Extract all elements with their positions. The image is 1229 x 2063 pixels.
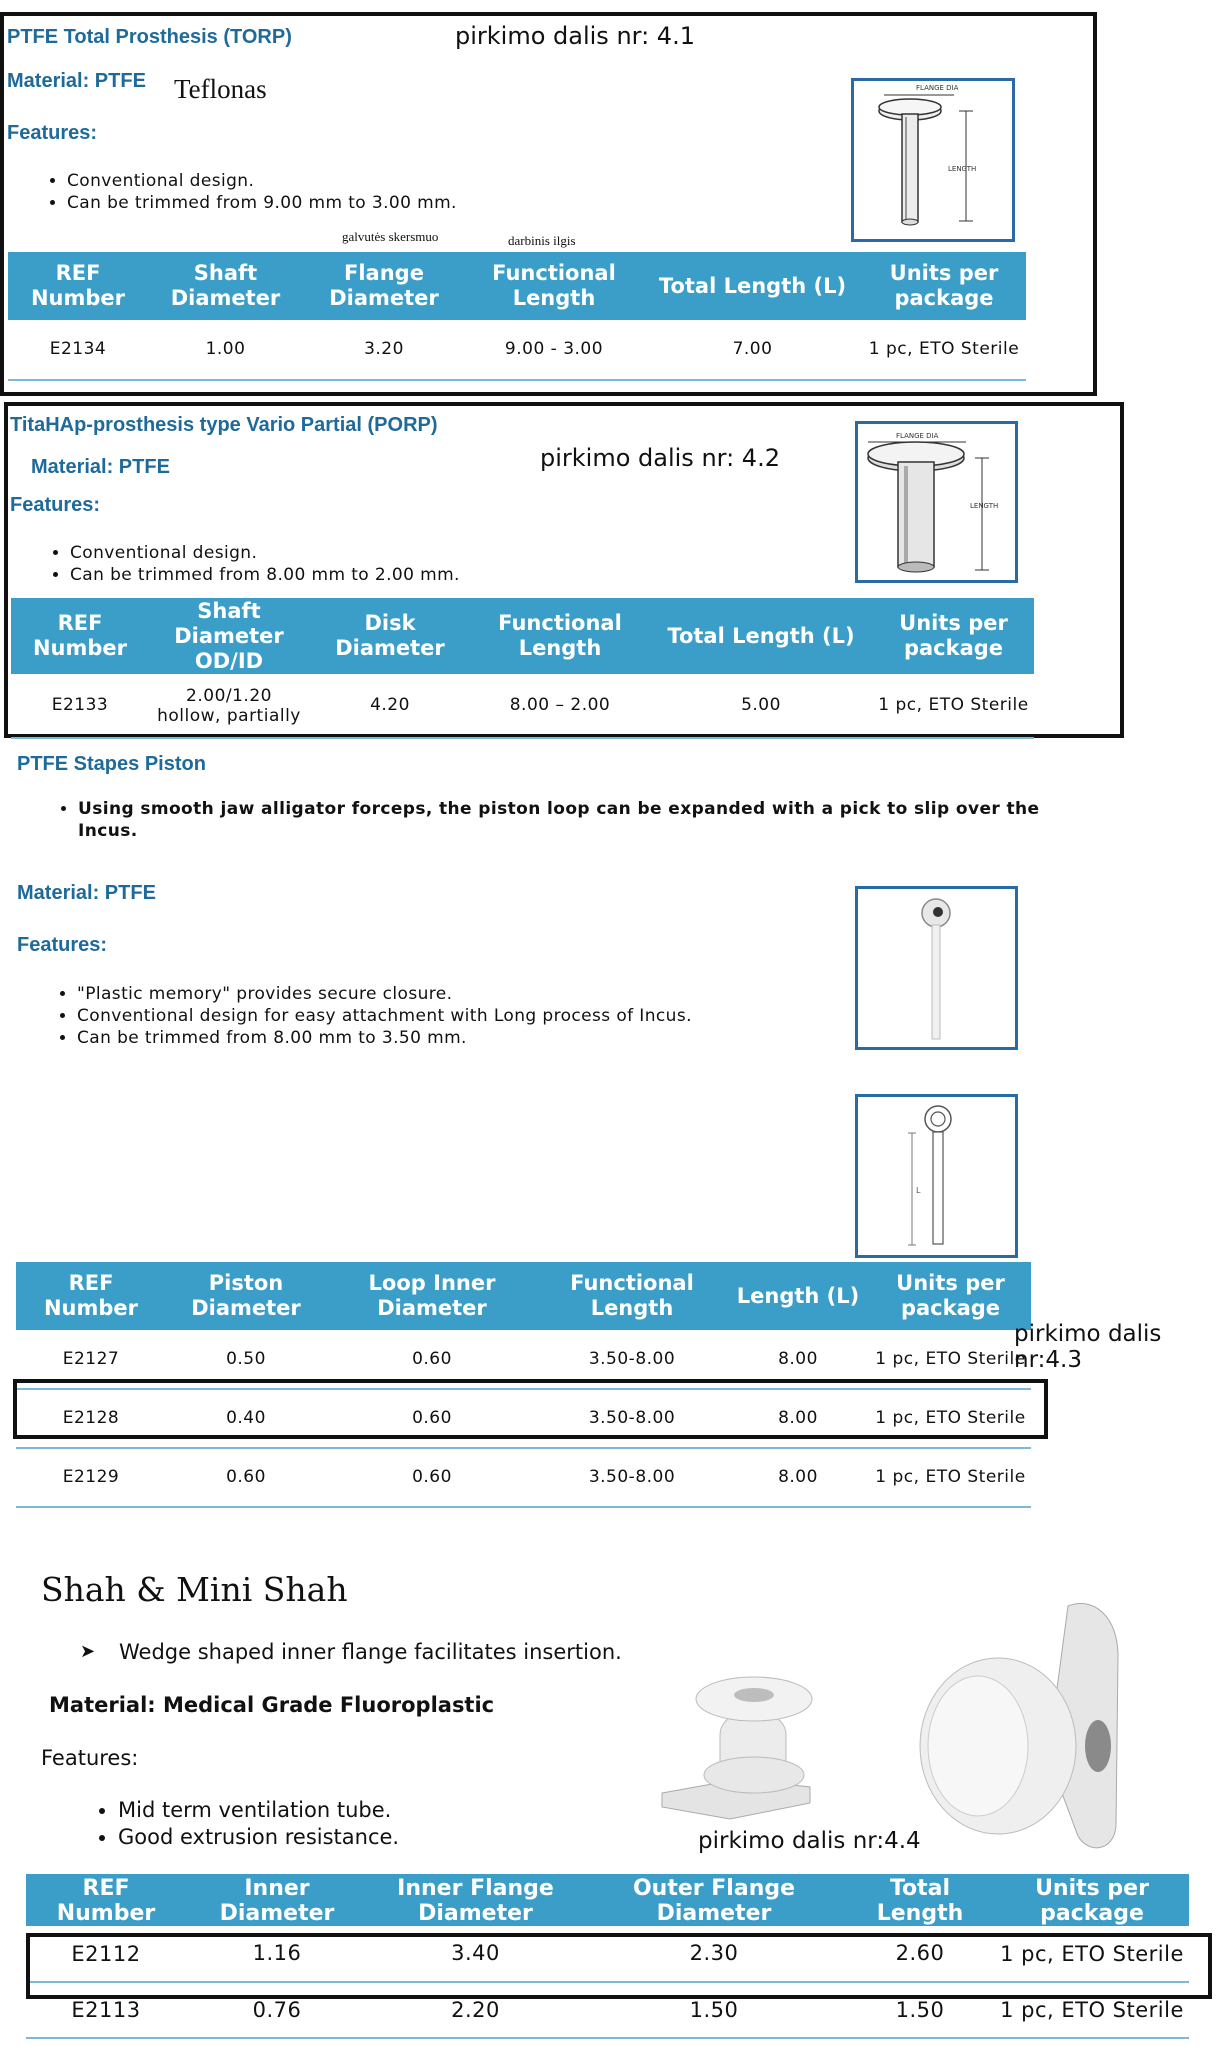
header-functional-length: Functional Length bbox=[471, 598, 649, 674]
table-row bbox=[8, 320, 1026, 380]
cell-ref: E2133 bbox=[11, 674, 149, 738]
shah-material: Material: Medical Grade Fluoroplastic bbox=[49, 1693, 495, 1717]
cell: 3.50-8.00 bbox=[538, 1389, 726, 1448]
piston-line-drawing bbox=[858, 1097, 1015, 1255]
header-total-length: Total Length (L) bbox=[643, 252, 862, 320]
shah-tube-image bbox=[918, 1596, 1148, 1854]
header-functional-length: Functional Length bbox=[538, 1262, 726, 1330]
list-item: • Good extrusion resistance. bbox=[118, 1824, 618, 1851]
length-label: L bbox=[916, 1186, 921, 1195]
cell: 2.20 bbox=[368, 1982, 583, 2038]
list-item: • Mid term ventilation tube. bbox=[118, 1797, 618, 1824]
cell: 9.00 - 3.00 bbox=[465, 320, 643, 380]
cell: 0.60 bbox=[326, 1389, 538, 1448]
table-header-row bbox=[26, 1874, 1189, 1926]
torp-diagram bbox=[851, 78, 1015, 242]
header-inner-diameter: Inner Diameter bbox=[186, 1874, 368, 1926]
header-loop-inner-diameter: Loop Inner Diameter bbox=[326, 1262, 538, 1330]
header-shaft-diameter: Shaft Diameter OD/ID bbox=[149, 598, 309, 674]
cell: 3.40 bbox=[368, 1926, 583, 1982]
list-item: • Can be trimmed from 8.00 mm to 2.00 mm. bbox=[70, 564, 770, 586]
cell: 1 pc, ETO Sterile bbox=[870, 1389, 1031, 1448]
cell: 1 pc, ETO Sterile bbox=[995, 1926, 1189, 1982]
piston-illustration bbox=[858, 889, 1015, 1047]
porp-prosthesis-illustration bbox=[858, 424, 1015, 580]
shah-bullet: Wedge shaped inner flange facilitates insertion. bbox=[119, 1640, 622, 1664]
header-units-per-package: Units per package bbox=[873, 598, 1034, 674]
cell: 2.60 bbox=[845, 1926, 995, 1982]
cell: 8.00 – 2.00 bbox=[471, 674, 649, 738]
header-total-length: Total Length (L) bbox=[649, 598, 873, 674]
torp-material: Material: PTFE bbox=[7, 70, 146, 92]
header-ref-number: REF Number bbox=[16, 1262, 166, 1330]
mini-shah-tube-image bbox=[660, 1675, 840, 1825]
cell-ref: E2127 bbox=[16, 1330, 166, 1389]
cell: 2.30 bbox=[583, 1926, 845, 1982]
cell: 0.40 bbox=[166, 1389, 326, 1448]
cell: 3.50-8.00 bbox=[538, 1448, 726, 1507]
piston-purchase-note: pirkimo dalis nr:4.3 bbox=[1014, 1321, 1162, 1373]
header-units-per-package: Units per package bbox=[995, 1874, 1189, 1926]
torp-title: PTFE Total Prosthesis (TORP) bbox=[7, 26, 292, 48]
list-item: • Conventional design. bbox=[67, 170, 767, 192]
cell: 8.00 bbox=[726, 1389, 870, 1448]
piston-material: Material: PTFE bbox=[17, 882, 156, 904]
torp-features-label: Features: bbox=[7, 122, 98, 144]
header-length: Length (L) bbox=[726, 1262, 870, 1330]
shah-purchase-note: pirkimo dalis nr:4.4 bbox=[698, 1828, 921, 1854]
torp-features-list bbox=[45, 170, 767, 214]
cell: 1 pc, ETO Sterile bbox=[870, 1448, 1031, 1507]
porp-features-list bbox=[48, 542, 770, 586]
flange-dia-label: FLANGE DIA bbox=[896, 432, 939, 440]
torp-purchase-note: pirkimo dalis nr: 4.1 bbox=[455, 22, 695, 50]
porp-spec-table bbox=[11, 598, 1034, 739]
column-note-flange: galvutės skersmuo bbox=[342, 229, 439, 244]
shah-features-label: Features: bbox=[41, 1746, 139, 1770]
list-item: • "Plastic memory" provides secure closure. bbox=[77, 983, 877, 1005]
cell: 1 pc, ETO Sterile bbox=[873, 674, 1034, 738]
header-shaft-diameter: Shaft Diameter bbox=[148, 252, 303, 320]
porp-features-label: Features: bbox=[10, 494, 101, 516]
header-functional-length: Functional Length bbox=[465, 252, 643, 320]
table-header-row bbox=[16, 1262, 1031, 1330]
cell: 0.76 bbox=[186, 1982, 368, 2038]
cell: 4.20 bbox=[309, 674, 471, 738]
cell: 8.00 bbox=[726, 1448, 870, 1507]
cell: 1.50 bbox=[845, 1982, 995, 2038]
cell: 3.20 bbox=[303, 320, 465, 380]
piston-row-highlight bbox=[13, 1379, 1048, 1439]
cell: 8.00 bbox=[726, 1330, 870, 1389]
list-item: • Can be trimmed from 9.00 mm to 3.00 mm. bbox=[67, 192, 767, 214]
piston-features-list bbox=[55, 983, 877, 1049]
cell: 5.00 bbox=[649, 674, 873, 738]
flange-dia-label: FLANGE DIA bbox=[916, 84, 959, 92]
porp-diagram bbox=[855, 421, 1018, 583]
torp-material-note: Teflonas bbox=[174, 74, 267, 104]
header-disk-diameter: Disk Diameter bbox=[309, 598, 471, 674]
cell: 1 pc, ETO Sterile bbox=[862, 320, 1026, 380]
cell: 2.00/1.20 hollow, partially bbox=[149, 674, 309, 738]
header-ref-number: REF Number bbox=[11, 598, 149, 674]
header-ref-number: REF Number bbox=[26, 1874, 186, 1926]
cell-ref: E2113 bbox=[26, 1982, 186, 2038]
column-note-functional: darbinis ilgis bbox=[508, 233, 576, 248]
header-outer-flange-diameter: Outer Flange Diameter bbox=[583, 1874, 845, 1926]
header-piston-diameter: Piston Diameter bbox=[166, 1262, 326, 1330]
torp-spec-table bbox=[8, 252, 1026, 381]
cell: 1.00 bbox=[148, 320, 303, 380]
cell: 0.60 bbox=[326, 1330, 538, 1389]
cell-ref: E2129 bbox=[16, 1448, 166, 1507]
piston-intro-list bbox=[56, 798, 1068, 842]
header-total-length: Total Length bbox=[845, 1874, 995, 1926]
table-header-row bbox=[11, 598, 1034, 674]
cell: 0.50 bbox=[166, 1330, 326, 1389]
header-ref-number: REF Number bbox=[8, 252, 148, 320]
list-item: • Using smooth jaw alligator forceps, the piston loop can be expanded with a pick to slip over the Incus. bbox=[78, 798, 1068, 842]
list-item: • Conventional design for easy attachment with Long process of Incus. bbox=[77, 1005, 877, 1027]
cell-ref: E2112 bbox=[26, 1926, 186, 1982]
cell-ref: E2134 bbox=[8, 320, 148, 380]
porp-title: TitaHAp-prosthesis type Vario Partial (PORP) bbox=[10, 414, 438, 436]
piston-title: PTFE Stapes Piston bbox=[17, 753, 206, 775]
header-units-per-package: Units per package bbox=[870, 1262, 1031, 1330]
table-header-row bbox=[8, 252, 1026, 320]
cell: 7.00 bbox=[643, 320, 862, 380]
length-label: LENGTH bbox=[970, 502, 999, 510]
shah-title: Shah & Mini Shah bbox=[41, 1570, 348, 1609]
cell: 3.50-8.00 bbox=[538, 1330, 726, 1389]
cell: 1.50 bbox=[583, 1982, 845, 2038]
shah-arrow-icon: ➤ bbox=[80, 1641, 96, 1662]
list-item: • Can be trimmed from 8.00 mm to 3.50 mm. bbox=[77, 1027, 877, 1049]
cell: 0.60 bbox=[326, 1448, 538, 1507]
cell-ref: E2128 bbox=[16, 1389, 166, 1448]
piston-features-label: Features: bbox=[17, 934, 108, 956]
length-label: LENGTH bbox=[948, 165, 977, 173]
cell: 1 pc, ETO Sterile bbox=[995, 1982, 1189, 2038]
table-row bbox=[16, 1448, 1031, 1507]
piston-photo bbox=[855, 886, 1018, 1050]
torp-prosthesis-illustration bbox=[854, 81, 1012, 239]
shah-row-highlight bbox=[26, 1933, 1212, 1999]
table-row bbox=[11, 674, 1034, 738]
cell: 0.60 bbox=[166, 1448, 326, 1507]
header-units-per-package: Units per package bbox=[862, 252, 1026, 320]
cell: 1 pc, ETO Sterile bbox=[870, 1330, 1031, 1389]
list-item: • Conventional design. bbox=[70, 542, 770, 564]
header-flange-diameter: Flange Diameter bbox=[303, 252, 465, 320]
cell: 1.16 bbox=[186, 1926, 368, 1982]
shah-features-list bbox=[76, 1797, 618, 1851]
piston-diagram bbox=[855, 1094, 1018, 1258]
porp-material: Material: PTFE bbox=[31, 456, 170, 478]
header-inner-flange-diameter: Inner Flange Diameter bbox=[368, 1874, 583, 1926]
porp-purchase-note: pirkimo dalis nr: 4.2 bbox=[540, 444, 780, 472]
